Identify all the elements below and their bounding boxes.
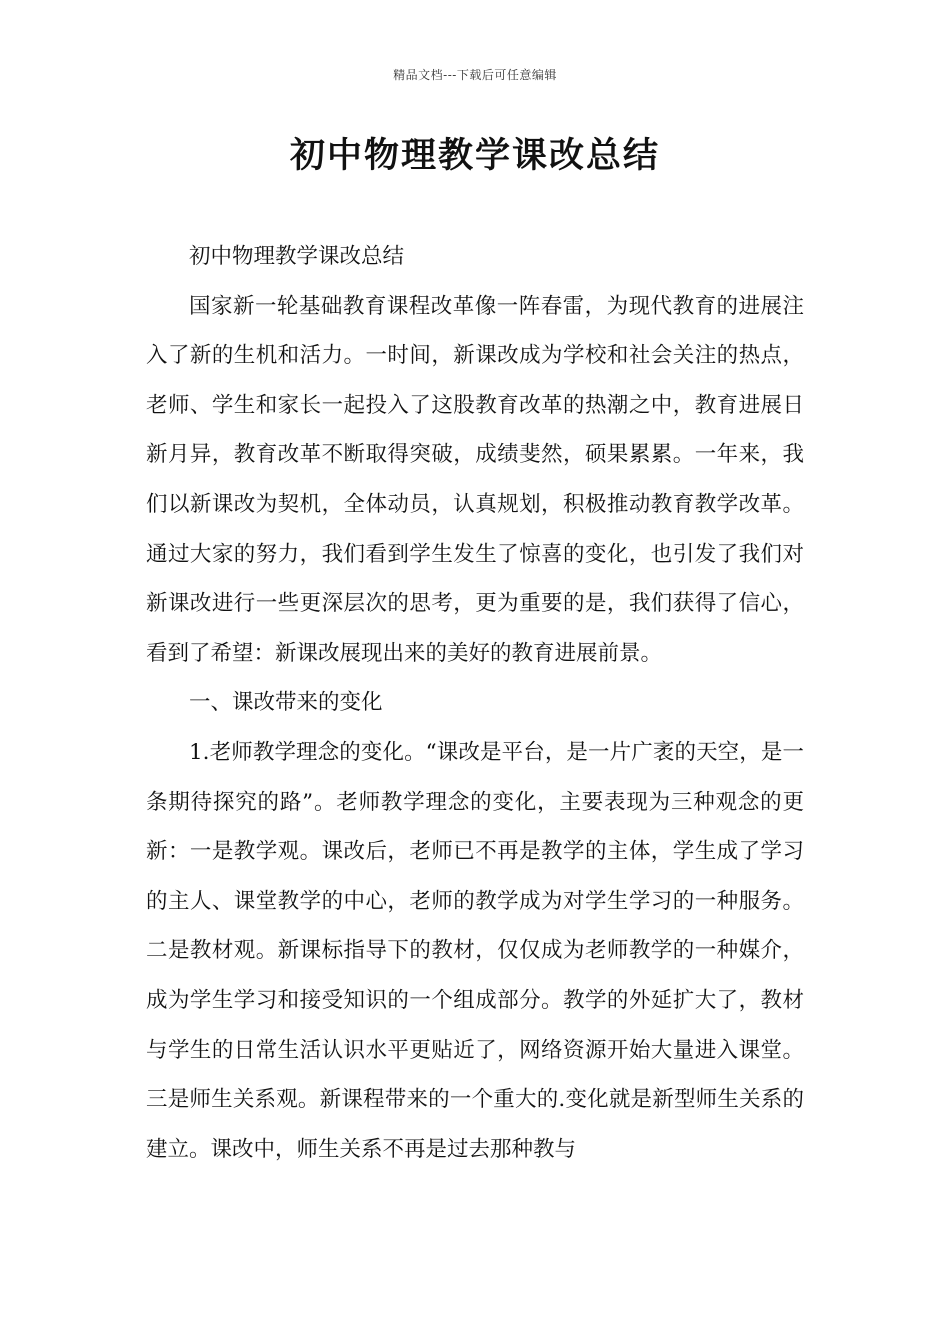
paragraph-intro: 国家新一轮基础教育课程改革像一阵春雷，为现代教育的进展注入了新的生机和活力。一时间，新课改成为学校和社会关注的热点，老师、学生和家长一起投入了这股教育改革的热潮之中，教育进展日新月异，教育改革不断取得突破，成绩斐然，硕果累累。一年来，我们以新课改为契机，全体动员，认真规划，积极推动教育教学改革。通过大家的努力，我们看到学生发生了惊喜的变化，也引发了我们对新课改进行一些更深层次的思考，更为重要的是，我们获得了信心，看到了希望：新课改展现出来的美好的教育进展前景。 [146,293,804,666]
paragraph-item-1: 1.老师教学理念的变化。“课改是平台，是一片广袤的天空，是一条期待探究的路”。老师教学理念的变化，主要表现为三种观念的更新：一是教学观。课改后，老师已不再是教学的主体，学生成了学习的主人、课堂教学的中心，老师的教学成为对学生学习的一种服务。二是教材观。新课标指导下的教材，仅仅成为老师教学的一种媒介，成为学生学习和接受知识的一个组成部分。教学的外延扩大了，教材与学生的日常生活认识水平更贴近了，网络资源开始大量进入课堂。三是师生关系观。新课程带来的一个重大的.变化就是新型师生关系的建立。课改中，师生关系不再是过去那种教与 [146,739,804,1162]
page-title: 初中物理教学课改总结 [289,135,660,176]
header-note: 精品文档---下载后可任意编辑 [393,68,557,82]
document-body [146,232,804,1174]
section-heading: 一、课改带来的变化 [189,690,383,716]
paragraph-subtitle: 初中物理教学课改总结 [189,244,405,269]
